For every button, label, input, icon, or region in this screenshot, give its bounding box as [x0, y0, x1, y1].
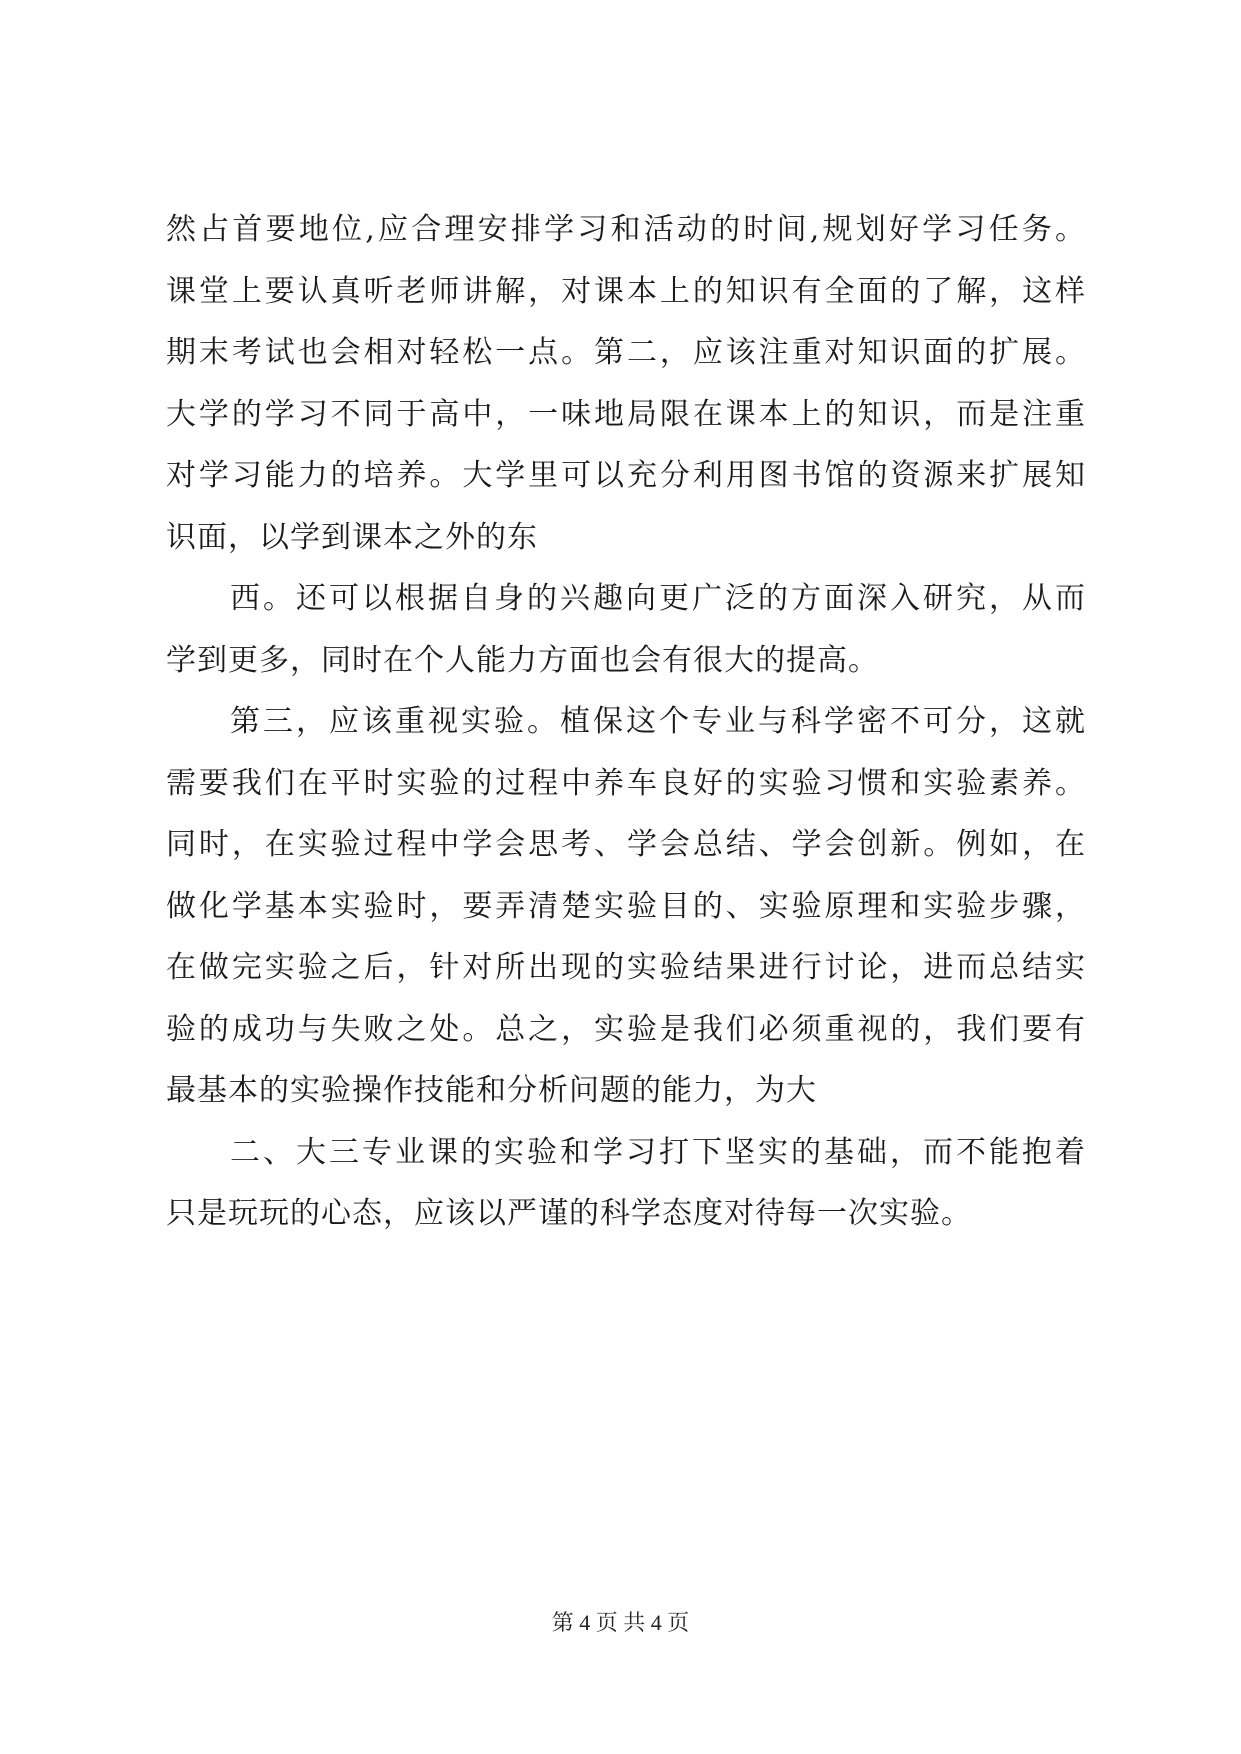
text-line: 识面，以学到课本之外的东 — [166, 519, 538, 555]
text-line: 验的成功与失败之处。总之，实验是我们必须重视的，我们要有 — [166, 1011, 1086, 1047]
text-line: 二、大三专业课的实验和学习打下坚实的基础，而不能抱着 — [230, 1134, 1086, 1170]
text-line: 大学的学习不同于高中，一味地局限在课本上的知识，而是注重 — [166, 396, 1086, 432]
text-line: 只是玩玩的心态，应该以严谨的科学态度对待每一次实验。 — [166, 1196, 972, 1231]
text-line: 西。还可以根据自身的兴趣向更广泛的方面深入研究，从而 — [230, 581, 1086, 616]
page-number-footer: 第 4 页 共 4 页 — [551, 1610, 690, 1635]
text-line: 最基本的实验操作技能和分析问题的能力，为大 — [166, 1073, 817, 1108]
text-line: 在做完实验之后，针对所出现的实验结果进行讨论，进而总结实 — [166, 950, 1086, 985]
text-line: 学到更多，同时在个人能力方面也会有很大的提高。 — [166, 642, 879, 678]
text-line: 同时，在实验过程中学会思考、学会总结、学会创新。例如，在 — [166, 827, 1086, 862]
text-line: 需要我们在平时实验的过程中养车良好的实验习惯和实验素养。 — [166, 765, 1086, 801]
text-line: 做化学基本实验时，要弄清楚实验目的、实验原理和实验步骤， — [166, 888, 1086, 924]
text-line: 第三，应该重视实验。植保这个专业与科学密不可分，这就 — [230, 704, 1086, 739]
text-line: 对学习能力的培养。大学里可以充分利用图书馆的资源来扩展知 — [166, 458, 1086, 493]
text-line: 课堂上要认真听老师讲解，对课本上的知识有全面的了解，这样 — [166, 273, 1086, 309]
text-line: 然占首要地位,应合理安排学习和活动的时间,规划好学习任务。 — [166, 212, 1086, 247]
body-text — [166, 199, 1086, 1245]
text-line: 期末考试也会相对轻松一点。第二，应该注重对知识面的扩展。 — [166, 335, 1086, 370]
